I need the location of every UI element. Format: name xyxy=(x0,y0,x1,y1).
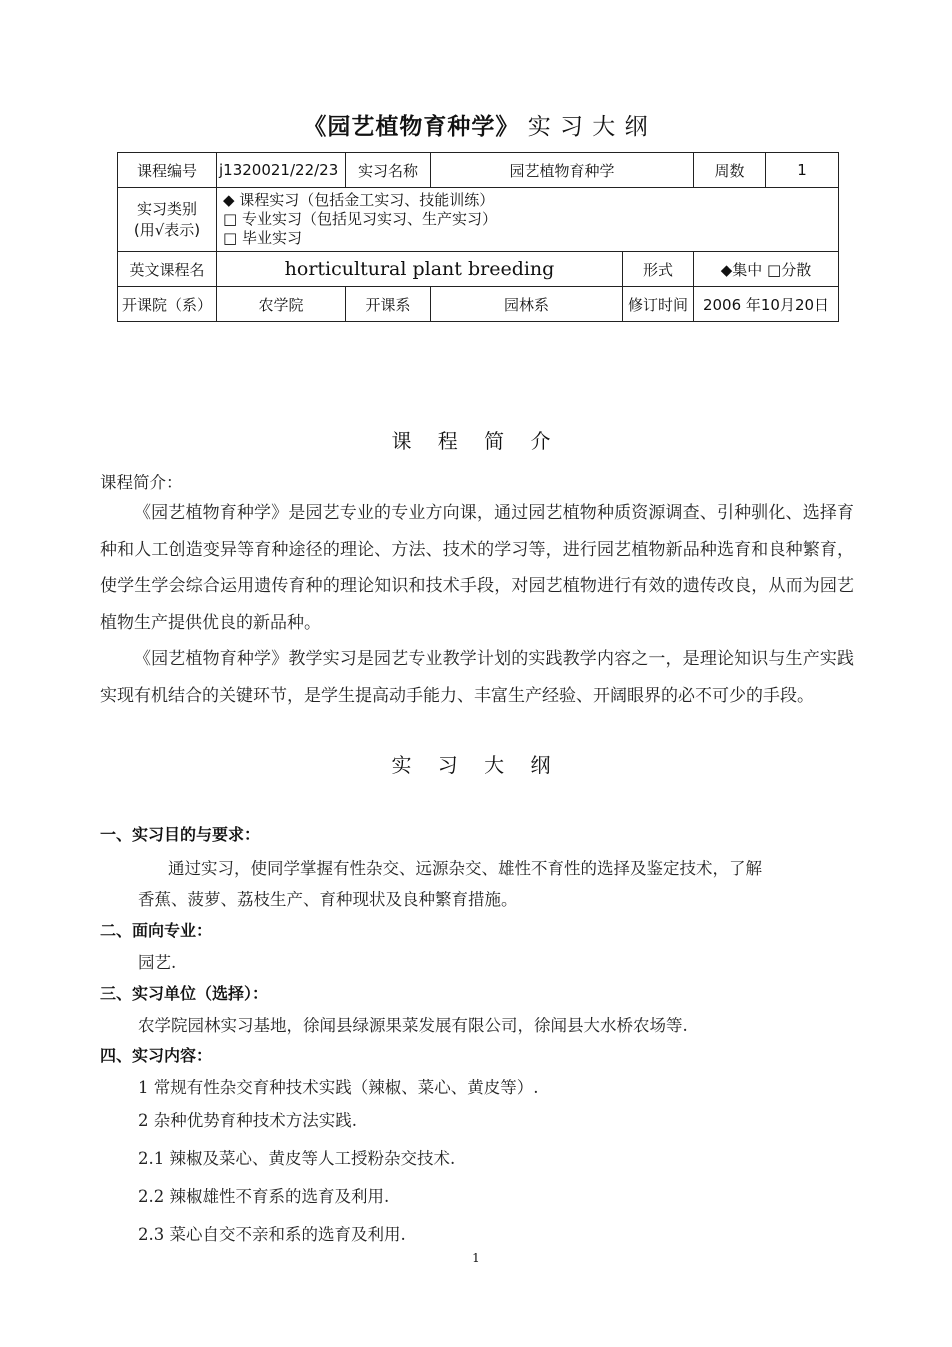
intro-paragraph-2: 《园艺植物育种学》教学实习是园艺专业教学计划的实践教学内容之一，是理论知识与生产实践实现有机结合的关键环节，是学生提高动手能力、丰富生产经验、开阔眼界的必不可少的手段。 xyxy=(100,649,854,706)
course-info-table xyxy=(117,152,839,322)
section-4-item: 2.2 辣椒雄性不育系的选育及利用. xyxy=(138,1187,390,1206)
english-name-label: 英文课程名 xyxy=(118,252,217,287)
dept-label: 开课系 xyxy=(346,287,431,322)
form-label: 形式 xyxy=(623,252,694,287)
section-4-item: 2.3 菜心自交不亲和系的选育及利用. xyxy=(138,1225,406,1244)
form-value: ◆集中 □分散 xyxy=(694,252,839,287)
category-option: ◆ 课程实习（包括金工实习、技能训练） xyxy=(223,191,495,209)
category-option: □ 毕业实习 xyxy=(223,229,302,247)
section-3-heading: 三、实习单位（选择）： xyxy=(100,984,269,1003)
section-1-heading: 一、实习目的与要求： xyxy=(100,825,261,844)
practice-name-label: 实习名称 xyxy=(346,153,431,188)
section-4-item: 2 杂种优势育种技术方法实践. xyxy=(138,1111,357,1130)
section-2-heading: 二、面向专业： xyxy=(100,921,213,940)
course-no: j1320021/22/23 xyxy=(217,153,346,188)
weeks-label: 周数 xyxy=(694,153,766,188)
section-2-text: 园艺. xyxy=(138,953,177,972)
category-label: 实习类别 (用√表示) xyxy=(118,188,217,252)
english-name: horticultural plant breeding xyxy=(217,252,623,287)
college-label: 开课院（系） xyxy=(118,287,217,322)
page-number: 1 xyxy=(472,1251,480,1265)
dept-value: 园林系 xyxy=(431,287,623,322)
outline-heading: 实 习 大 纲 xyxy=(391,753,561,777)
weeks-value: 1 xyxy=(766,153,839,188)
intro-heading: 课 程 简 介 xyxy=(391,429,561,453)
intro-paragraph-1: 《园艺植物育种学》是园艺专业的专业方向课，通过园艺植物种质资源调查、引种驯化、选择育种和人工创造变异等育种途径的理论、方法、技术的学习等，进行园艺植物新品种选育和良种繁育，使学生学会综合运用遗传育种的理论知识和技术手段，对园艺植物进行有效的遗传改良，从而为园艺植物生产提供优良的新品种。 xyxy=(100,503,854,633)
section-4-item: 2.1 辣椒及菜心、黄皮等人工授粉杂交技术. xyxy=(138,1149,456,1168)
college-value: 农学院 xyxy=(217,287,346,322)
course-no-label: 课程编号 xyxy=(118,153,217,188)
section-3-text: 农学院园林实习基地，徐闻县绿源果菜发展有限公司，徐闻县大水桥农场等. xyxy=(138,1016,688,1035)
revised-label: 修订时间 xyxy=(623,287,694,322)
section-1-text-line-2: 香蕉、菠萝、荔枝生产、育种现状及良种繁育措施。 xyxy=(138,890,518,909)
practice-name: 园艺植物育种学 xyxy=(431,153,694,188)
document-title: 《园艺植物育种学》 实 习 大 纲 xyxy=(303,114,649,140)
category-options xyxy=(217,188,839,252)
category-option: □ 专业实习（包括见习实习、生产实习） xyxy=(223,210,497,228)
section-4-item: 1 常规有性杂交育种技术实践（辣椒、菜心、黄皮等）. xyxy=(138,1078,539,1097)
intro-label: 课程简介： xyxy=(100,473,183,492)
section-4-heading: 四、实习内容： xyxy=(100,1046,213,1065)
section-1-text-line-1: 通过实习，使同学掌握有性杂交、远源杂交、雄性不育性的选择及鉴定技术，了解 xyxy=(168,859,762,878)
revised-value: 2006 年10月20日 xyxy=(694,287,839,322)
